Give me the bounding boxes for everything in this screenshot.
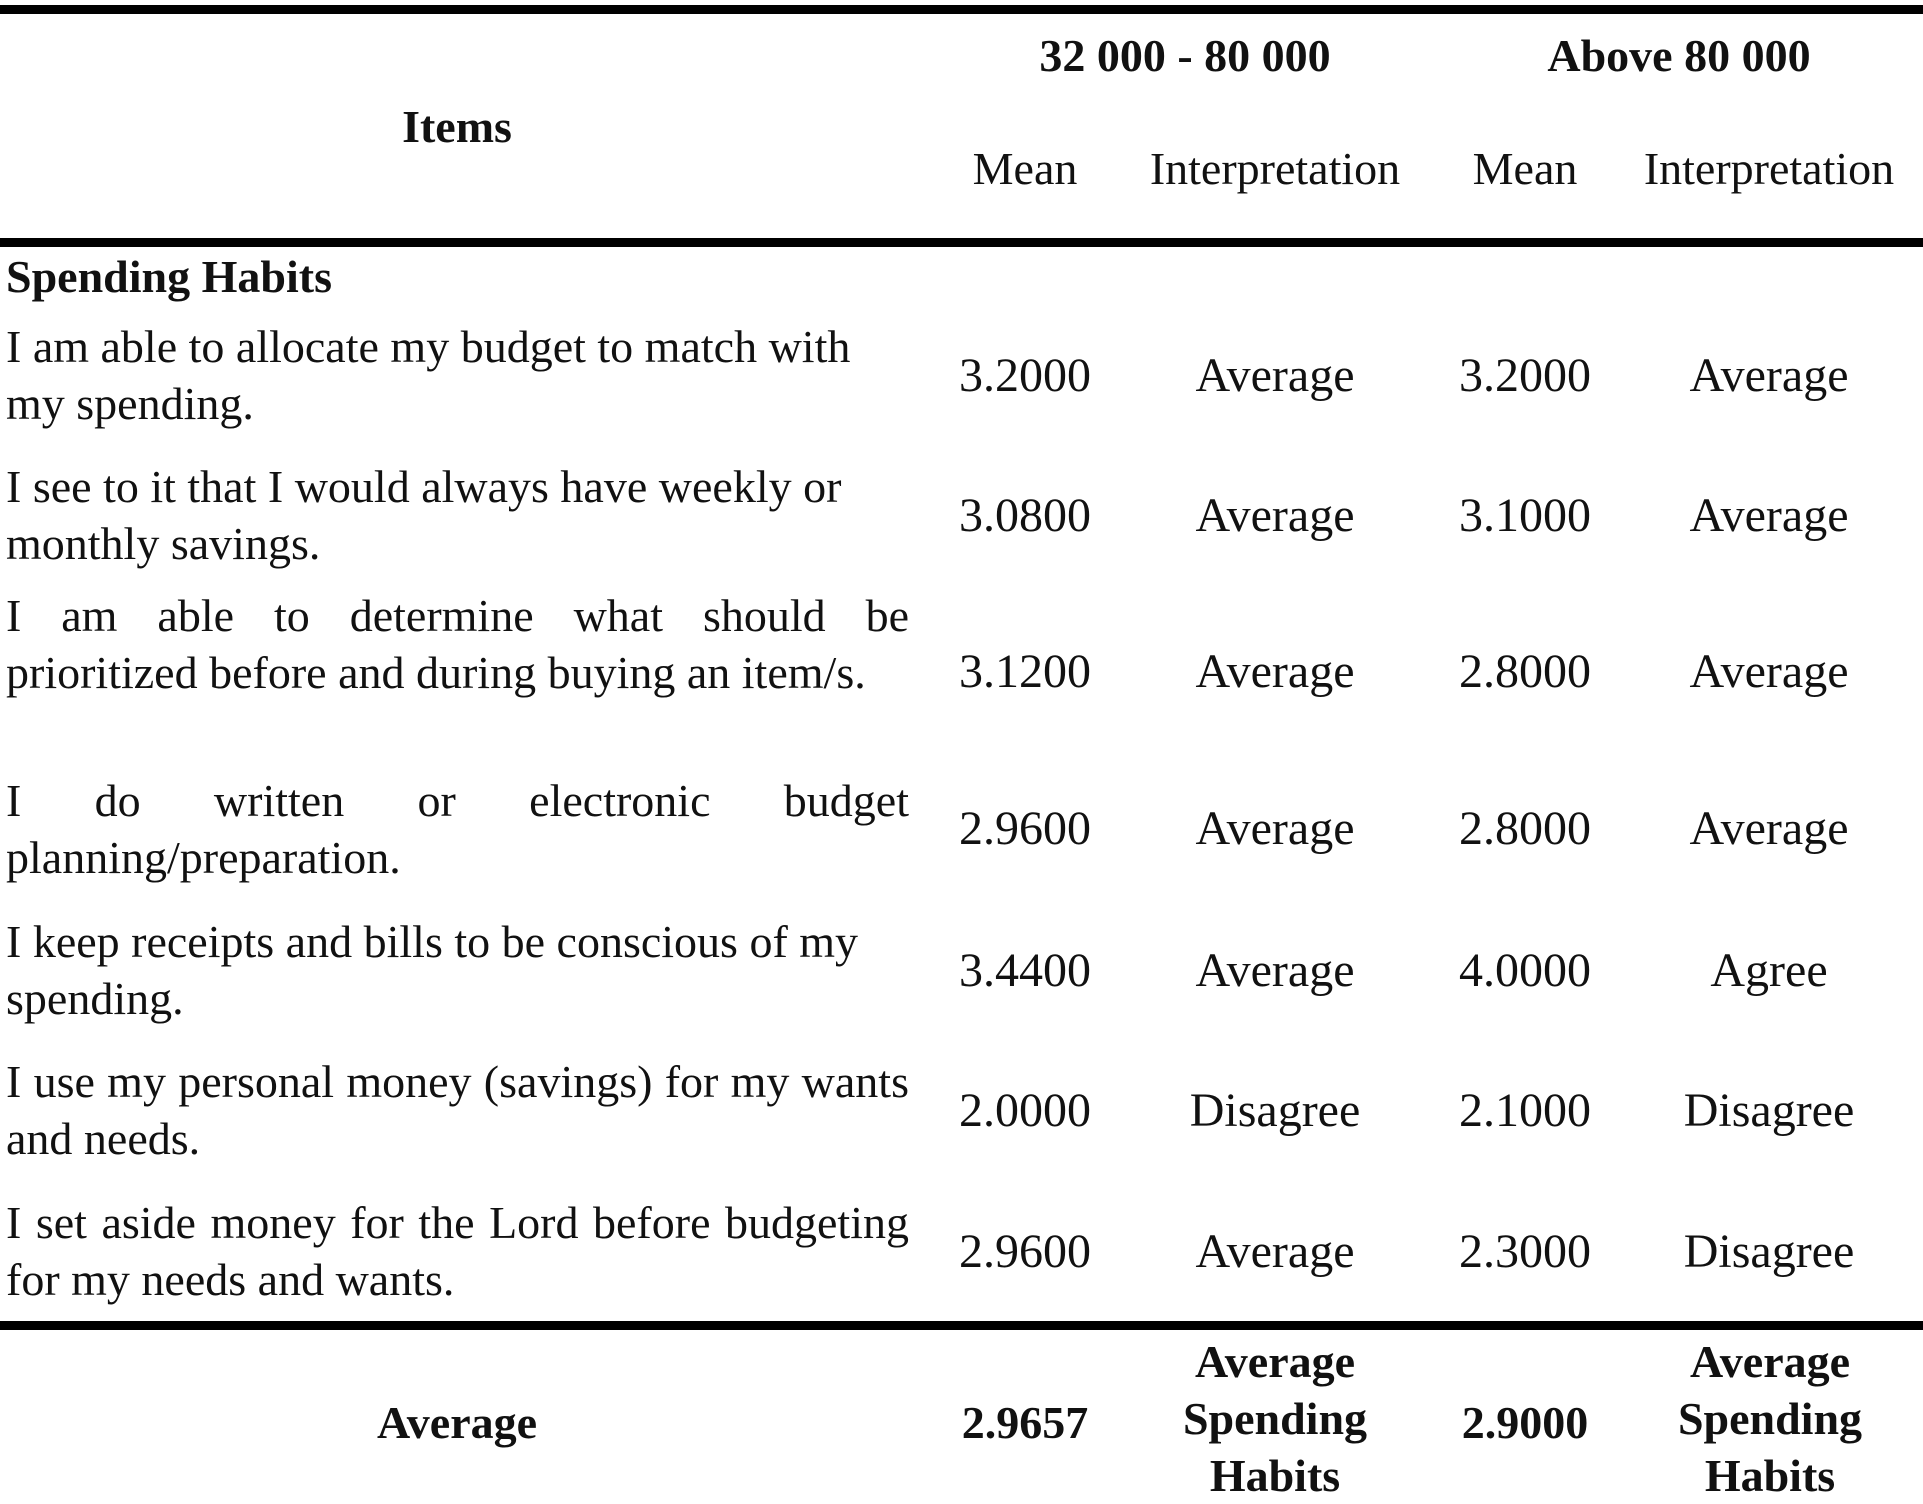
row-mean-2: 2.8000 <box>1459 645 1591 698</box>
mean-header-2: Mean <box>1472 143 1578 194</box>
row-interp-2: Average <box>1689 645 1849 698</box>
row-interp-2: Agree <box>1710 944 1828 997</box>
row-interp-2: Average <box>1689 349 1849 402</box>
average-label: Average <box>376 1397 538 1448</box>
mean-header-1: Mean <box>972 143 1078 194</box>
row-interp-1: Average <box>1195 944 1355 997</box>
row-item-text: I set aside money for the Lord before budgeting for my needs and wants. <box>6 1197 909 1305</box>
row-mean-1: 3.2000 <box>959 349 1091 402</box>
interp-header-1: Interpretation <box>1149 143 1401 194</box>
interp-header-2: Interpretation <box>1643 143 1895 194</box>
top-rule <box>0 5 1923 14</box>
row-interp-2: Disagree <box>1683 1225 1855 1278</box>
row-interp-1: Disagree <box>1189 1084 1361 1137</box>
row-mean-1: 2.9600 <box>959 802 1091 855</box>
header-rule <box>0 238 1923 247</box>
row-item-text: I keep receipts and bills to be conscious of my spending. <box>6 916 859 1024</box>
row-item-text: I do written or electronic budget planning/preparation. <box>6 775 909 883</box>
row-item-text: I am able to determine what should be prioritized before and during buying an item/s. <box>6 590 909 698</box>
row-mean-2: 3.1000 <box>1459 489 1591 542</box>
row-mean-1: 3.0800 <box>959 489 1091 542</box>
row-mean-1: 3.4400 <box>959 944 1091 997</box>
row-interp-1: Average <box>1195 1225 1355 1278</box>
average-mean-2: 2.9000 <box>1461 1397 1589 1448</box>
row-mean-2: 4.0000 <box>1459 944 1591 997</box>
row-interp-2: Average <box>1689 802 1849 855</box>
section-heading: Spending Habits <box>6 251 332 302</box>
average-interp-1: Average Spending Habits <box>1182 1336 1368 1501</box>
body-rule <box>0 1321 1923 1330</box>
average-mean-1: 2.9657 <box>961 1397 1089 1448</box>
row-interp-1: Average <box>1195 802 1355 855</box>
row-mean-1: 3.1200 <box>959 645 1091 698</box>
row-mean-2: 3.2000 <box>1459 349 1591 402</box>
row-mean-1: 2.0000 <box>959 1084 1091 1137</box>
row-item-text: I use my personal money (savings) for my wants and needs. <box>6 1056 909 1164</box>
row-interp-1: Average <box>1195 349 1355 402</box>
row-interp-2: Average <box>1689 489 1849 542</box>
row-interp-1: Average <box>1195 645 1355 698</box>
row-interp-1: Average <box>1195 489 1355 542</box>
items-header: Items <box>402 101 512 152</box>
row-mean-1: 2.9600 <box>959 1225 1091 1278</box>
row-mean-2: 2.8000 <box>1459 802 1591 855</box>
row-interp-2: Disagree <box>1683 1084 1855 1137</box>
row-mean-2: 2.1000 <box>1459 1084 1591 1137</box>
group-header-1: 32 000 - 80 000 <box>1039 30 1331 81</box>
group-header-2: Above 80 000 <box>1547 30 1811 81</box>
row-item-text: I am able to allocate my budget to match with my spending. <box>6 321 851 429</box>
average-interp-2: Average Spending Habits <box>1677 1336 1863 1501</box>
row-mean-2: 2.3000 <box>1459 1225 1591 1278</box>
row-item-text: I see to it that I would always have weekly or monthly savings. <box>6 461 842 569</box>
